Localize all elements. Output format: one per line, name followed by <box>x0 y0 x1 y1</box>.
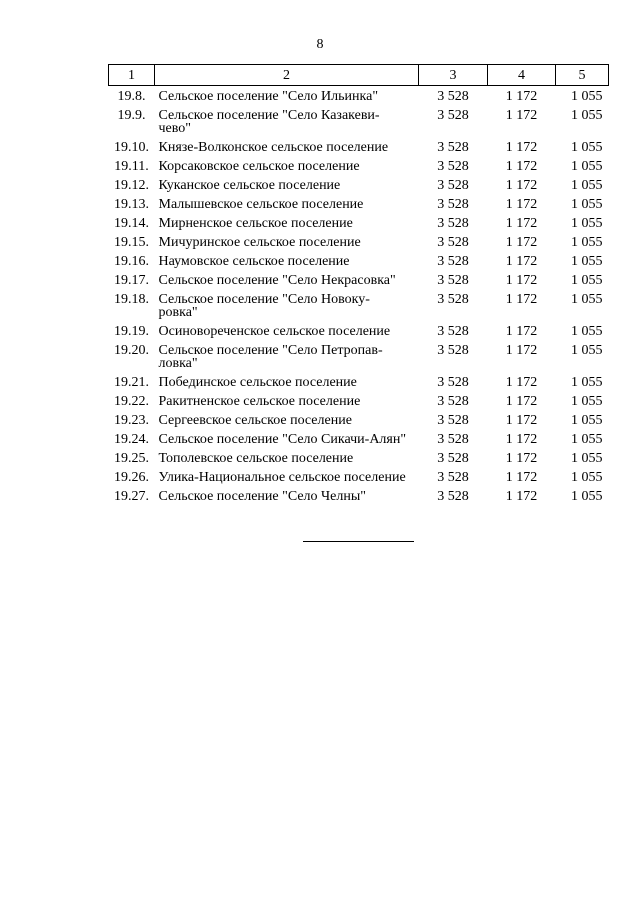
table-row <box>109 233 609 252</box>
value-col-3: 3 528 <box>437 216 469 231</box>
table-row <box>109 157 609 176</box>
settlement-name-line: Мичуринское сельское поселение <box>158 235 361 250</box>
row-number: 19.14. <box>114 216 149 231</box>
settlement-name <box>155 487 419 506</box>
value-col-4: 1 172 <box>505 394 538 409</box>
value-col-5: 1 055 <box>571 197 603 212</box>
value-col-3: 3 528 <box>437 235 469 250</box>
page-number: 8 <box>316 37 324 52</box>
row-number: 19.13. <box>114 197 149 212</box>
value-col-3: 3 528 <box>437 140 469 155</box>
value-col-4: 1 172 <box>505 432 538 447</box>
header-col-1: 1 <box>109 65 155 86</box>
row-number: 19.27. <box>114 489 149 504</box>
value-col-5: 1 055 <box>571 413 603 428</box>
settlement-name <box>155 411 419 430</box>
settlement-name <box>155 322 419 341</box>
row-number: 19.26. <box>114 470 149 485</box>
value-col-4: 1 172 <box>505 273 538 288</box>
table-row <box>109 341 609 373</box>
settlement-name <box>155 106 419 138</box>
row-number: 19.19. <box>114 324 149 339</box>
value-col-3: 3 528 <box>437 413 469 428</box>
value-col-5: 1 055 <box>571 216 603 231</box>
value-col-5: 1 055 <box>571 235 603 250</box>
table-row <box>109 252 609 271</box>
value-col-4: 1 172 <box>505 108 538 123</box>
table-row <box>109 86 609 107</box>
value-col-5: 1 055 <box>571 451 603 466</box>
table-row <box>109 138 609 157</box>
settlement-name-line: ровка" <box>158 305 198 320</box>
settlement-name <box>155 176 419 195</box>
row-number: 19.10. <box>114 140 149 155</box>
value-col-3: 3 528 <box>437 89 469 104</box>
settlement-name-line: Князе-Волконское сельское поселение <box>158 140 389 155</box>
value-col-4: 1 172 <box>505 140 538 155</box>
table-row <box>109 430 609 449</box>
settlement-name <box>155 86 419 107</box>
settlement-name <box>155 468 419 487</box>
value-col-3: 3 528 <box>437 470 469 485</box>
settlement-name-line: Куканское сельское поселение <box>158 178 341 193</box>
value-col-5: 1 055 <box>571 159 603 174</box>
settlement-name-line: Наумовское сельское поселение <box>158 254 350 269</box>
value-col-3: 3 528 <box>437 394 469 409</box>
settlement-name-line: ловка" <box>158 356 198 371</box>
value-col-4: 1 172 <box>505 216 538 231</box>
value-col-4: 1 172 <box>505 235 538 250</box>
table-row <box>109 392 609 411</box>
value-col-5: 1 055 <box>571 273 603 288</box>
header-col-2: 2 <box>155 65 419 86</box>
settlement-name-line: Сельское поселение "Село Новоку- <box>158 292 370 307</box>
value-col-3: 3 528 <box>437 254 469 269</box>
settlement-name <box>155 233 419 252</box>
settlement-name <box>155 138 419 157</box>
settlement-name-line: чево" <box>158 121 191 136</box>
settlement-name-line: Побединское сельское поселение <box>158 375 357 390</box>
value-col-4: 1 172 <box>505 159 538 174</box>
value-col-4: 1 172 <box>505 489 538 504</box>
row-number: 19.9. <box>117 108 146 123</box>
header-row <box>109 65 609 86</box>
settlement-name <box>155 449 419 468</box>
value-col-3: 3 528 <box>437 292 469 307</box>
table-row <box>109 214 609 233</box>
value-col-4: 1 172 <box>505 197 538 212</box>
value-col-3: 3 528 <box>437 108 469 123</box>
value-col-3: 3 528 <box>437 324 469 339</box>
table-row <box>109 106 609 138</box>
settlement-name-line: Тополевское сельское поселение <box>158 451 354 466</box>
value-col-4: 1 172 <box>505 178 538 193</box>
value-col-4: 1 172 <box>505 324 538 339</box>
settlement-name-line: Сельское поселение "Село Сикачи-Алян" <box>158 432 407 447</box>
value-col-5: 1 055 <box>571 489 603 504</box>
settlement-name <box>155 430 419 449</box>
settlement-name <box>155 195 419 214</box>
row-number: 19.25. <box>114 451 149 466</box>
value-col-3: 3 528 <box>437 375 469 390</box>
header-col-3: 3 <box>419 65 488 86</box>
settlement-name <box>155 341 419 373</box>
row-number: 19.20. <box>114 343 149 358</box>
table-row <box>109 322 609 341</box>
row-number: 19.23. <box>114 413 149 428</box>
row-number: 19.11. <box>114 159 149 174</box>
settlement-name-line: Сельское поселение "Село Некрасовка" <box>158 273 396 288</box>
table-row <box>109 195 609 214</box>
row-number: 19.22. <box>114 394 149 409</box>
table-row <box>109 468 609 487</box>
settlement-name-line: Сергеевское сельское поселение <box>158 413 352 428</box>
table-row <box>109 176 609 195</box>
value-col-4: 1 172 <box>505 413 538 428</box>
header-col-4: 4 <box>488 65 556 86</box>
settlement-name-line: Ракитненское сельское поселение <box>158 394 361 409</box>
table-row <box>109 373 609 392</box>
value-col-5: 1 055 <box>571 292 603 307</box>
settlements-table <box>108 64 609 506</box>
table-row <box>109 290 609 322</box>
value-col-3: 3 528 <box>437 343 469 358</box>
settlement-name <box>155 252 419 271</box>
value-col-3: 3 528 <box>437 159 469 174</box>
value-col-3: 3 528 <box>437 197 469 212</box>
value-col-4: 1 172 <box>505 89 538 104</box>
value-col-4: 1 172 <box>505 343 538 358</box>
table-row <box>109 449 609 468</box>
settlement-name-line: Сельское поселение "Село Ильинка" <box>158 89 379 104</box>
value-col-5: 1 055 <box>571 254 603 269</box>
value-col-3: 3 528 <box>437 432 469 447</box>
table-row <box>109 487 609 506</box>
value-col-3: 3 528 <box>437 178 469 193</box>
row-number: 19.8. <box>117 89 146 104</box>
value-col-5: 1 055 <box>571 432 603 447</box>
value-col-3: 3 528 <box>437 451 469 466</box>
value-col-5: 1 055 <box>571 394 603 409</box>
row-number: 19.21. <box>114 375 149 390</box>
row-number: 19.18. <box>114 292 149 307</box>
table-body <box>109 86 609 507</box>
settlement-name-line: Улика-Национальное сельское поселение <box>158 470 406 485</box>
settlement-name <box>155 271 419 290</box>
header-col-5: 5 <box>556 65 609 86</box>
settlement-name-line: Корсаковское сельское поселение <box>158 159 360 174</box>
settlement-name <box>155 373 419 392</box>
row-number: 19.12. <box>114 178 149 193</box>
settlement-name-line: Сельское поселение "Село Казакеви- <box>158 108 380 123</box>
end-of-document-rule <box>303 541 414 542</box>
value-col-4: 1 172 <box>505 451 538 466</box>
row-number: 19.15. <box>114 235 149 250</box>
settlement-name-line: Сельское поселение "Село Челны" <box>158 489 366 504</box>
value-col-5: 1 055 <box>571 140 603 155</box>
value-col-5: 1 055 <box>571 324 603 339</box>
value-col-4: 1 172 <box>505 470 538 485</box>
value-col-3: 3 528 <box>437 489 469 504</box>
value-col-5: 1 055 <box>571 89 603 104</box>
settlement-name-line: Малышевское сельское поселение <box>158 197 364 212</box>
value-col-5: 1 055 <box>571 108 603 123</box>
value-col-4: 1 172 <box>505 254 538 269</box>
value-col-5: 1 055 <box>571 343 603 358</box>
settlement-name-line: Мирненское сельское поселение <box>158 216 353 231</box>
settlement-name <box>155 290 419 322</box>
table-row <box>109 271 609 290</box>
value-col-5: 1 055 <box>571 178 603 193</box>
table-header <box>109 65 609 86</box>
value-col-4: 1 172 <box>505 292 538 307</box>
value-col-4: 1 172 <box>505 375 538 390</box>
settlement-name-line: Осиновореченское сельское поселение <box>158 324 391 339</box>
row-number: 19.16. <box>114 254 149 269</box>
settlement-name <box>155 392 419 411</box>
value-col-5: 1 055 <box>571 470 603 485</box>
settlement-name <box>155 214 419 233</box>
settlement-name-line: Сельское поселение "Село Петропав- <box>158 343 383 358</box>
row-number: 19.24. <box>114 432 149 447</box>
row-number: 19.17. <box>114 273 149 288</box>
table-row <box>109 411 609 430</box>
settlement-name <box>155 157 419 176</box>
value-col-3: 3 528 <box>437 273 469 288</box>
value-col-5: 1 055 <box>571 375 603 390</box>
